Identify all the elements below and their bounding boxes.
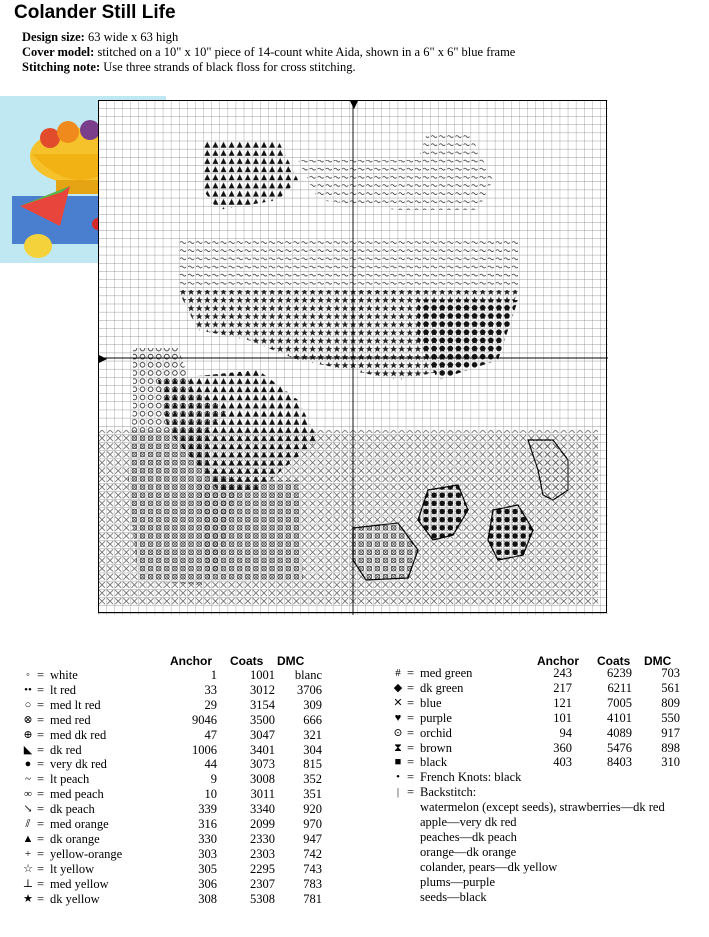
- anchor-number: 101: [553, 710, 572, 725]
- anchor-number: 339: [198, 802, 217, 817]
- backstitch-symbol: |: [396, 786, 400, 798]
- legend-row: [392, 726, 702, 741]
- legend-color-name: dk peach: [50, 802, 95, 817]
- anchor-number: 308: [198, 891, 217, 906]
- dmc-number: 781: [303, 891, 322, 906]
- anchor-number: 306: [198, 876, 217, 891]
- coats-number: 6239: [607, 666, 632, 680]
- coats-number: 3500: [250, 712, 275, 727]
- coats-number: 7005: [607, 695, 632, 710]
- legend-equals: =: [37, 742, 45, 757]
- legend-equals: =: [37, 861, 45, 876]
- legend-equals: =: [37, 891, 45, 906]
- legend-row: [22, 802, 322, 817]
- anchor-number: 316: [198, 817, 217, 831]
- legend-symbol: ⫽: [25, 818, 31, 830]
- anchor-number: 243: [553, 666, 572, 680]
- dmc-number: 947: [303, 831, 322, 846]
- dmc-number: 310: [661, 755, 680, 770]
- legend-row: [392, 696, 702, 711]
- dmc-number: 815: [303, 757, 322, 772]
- coats-number: 8403: [607, 755, 632, 770]
- legend-symbol: ◦: [26, 669, 30, 681]
- legend-row: [22, 757, 322, 772]
- design-info: [22, 30, 515, 75]
- legend-symbol: ■: [394, 756, 402, 769]
- legend-row: [22, 862, 322, 877]
- legend-row: [22, 743, 322, 758]
- anchor-number: 44: [204, 757, 217, 772]
- coats-number: 3012: [250, 682, 275, 697]
- anchor-number: 403: [553, 755, 572, 770]
- design-size: 63 wide x 63 high: [87, 30, 179, 44]
- legend-color-name: very dk red: [50, 757, 107, 772]
- dmc-number: 743: [303, 861, 322, 876]
- coats-number: 3047: [250, 727, 275, 742]
- legend-symbol: ⊗: [23, 713, 33, 726]
- backstitch-label: Backstitch:: [420, 785, 477, 799]
- legend-equals: =: [407, 740, 415, 755]
- legend-equals: =: [407, 755, 415, 770]
- legend-equals: =: [37, 712, 45, 727]
- legend-row: [22, 877, 322, 892]
- legend-color-name: white: [50, 668, 78, 682]
- coats-number: 1001: [250, 668, 275, 682]
- legend-color-name: black: [420, 755, 448, 770]
- backstitch-line: apple—very dk red: [420, 815, 517, 829]
- legend-equals: =: [37, 727, 45, 742]
- legend-color-name: brown: [420, 740, 452, 755]
- legend-symbol: ☆: [23, 862, 33, 875]
- coats-number: 5308: [250, 891, 275, 906]
- legend-symbol: ⧗: [394, 741, 402, 754]
- coats-number: 4101: [607, 710, 632, 725]
- anchor-number: 10: [204, 787, 217, 802]
- french-knots-text: French Knots: black: [420, 770, 522, 784]
- legend-color-name: lt peach: [50, 772, 90, 787]
- backstitch-line: orange—dk orange: [420, 845, 517, 859]
- dmc-number: 783: [303, 876, 322, 891]
- anchor-number: 29: [204, 697, 217, 712]
- legend-symbol: ◆: [393, 681, 403, 694]
- legend-symbol: ▲: [22, 832, 34, 845]
- legend-color-name: med red: [50, 712, 91, 727]
- coats-number: 3340: [250, 802, 275, 817]
- backstitch-line: seeds—black: [420, 890, 487, 904]
- legend-equals: =: [37, 846, 45, 861]
- legend-symbol: ◣: [23, 743, 33, 756]
- cover-model: stitched on a 10" x 10" piece of 14-count white Aida, shown in a 6" x 6" blue frame: [97, 45, 516, 59]
- legend-color-name: med dk red: [50, 727, 107, 742]
- legend-symbol: ⊙: [393, 726, 403, 739]
- legend-equals: =: [37, 831, 45, 846]
- legend-color-name: dk yellow: [50, 891, 100, 906]
- legend-equals: =: [37, 682, 45, 697]
- legend-symbol: ♥: [394, 711, 402, 724]
- backstitch-line: colander, pears—dk yellow: [420, 860, 558, 874]
- cover-model-label: Cover model:: [22, 45, 95, 59]
- legend-row: [392, 666, 702, 681]
- legend-row: [22, 892, 322, 907]
- backstitch-line: watermelon (except seeds), strawberries—dk red: [420, 800, 665, 814]
- legend-color-name: med yellow: [50, 876, 109, 891]
- anchor-number: 305: [198, 861, 217, 876]
- dmc-number: blanc: [294, 668, 322, 682]
- legend-row: [22, 817, 322, 832]
- stitching-note-label: Stitching note:: [22, 60, 101, 74]
- legend-symbol: ★: [23, 892, 33, 905]
- legend-symbol: ~: [25, 773, 31, 786]
- french-knot-symbol: •: [396, 771, 400, 783]
- legend-row: [22, 728, 322, 743]
- legend-row: [22, 668, 322, 683]
- coats-number: 3073: [250, 757, 275, 772]
- legend-color-name: dk orange: [50, 831, 100, 846]
- legend-color-name: med orange: [50, 817, 109, 831]
- legend-equals: =: [37, 697, 45, 712]
- legend-row: [22, 713, 322, 728]
- legend-equals: =: [37, 668, 45, 682]
- legend-equals: =: [37, 802, 45, 817]
- anchor-number: 217: [553, 680, 572, 695]
- dmc-number: 3706: [297, 682, 322, 697]
- legend-symbol: ⊕: [23, 728, 33, 741]
- dmc-number: 917: [661, 725, 680, 740]
- page-title: Colander Still Life: [14, 2, 176, 23]
- coats-number: 2303: [250, 846, 275, 861]
- legend-row: [392, 711, 702, 726]
- legend-row: [22, 847, 322, 862]
- coats-number: 2295: [250, 861, 275, 876]
- legend-symbol: ⊥: [22, 877, 34, 890]
- legend-symbol: #: [395, 667, 401, 679]
- dmc-number: 666: [303, 712, 322, 727]
- legend-row: [392, 755, 702, 770]
- legend-color-name: med green: [420, 666, 473, 680]
- legend-symbol: ○: [24, 698, 32, 711]
- anchor-number: 1006: [192, 742, 217, 757]
- anchor-number: 9046: [192, 712, 217, 727]
- legend-right-dmc-header: DMC: [644, 654, 672, 668]
- dmc-number: 742: [303, 846, 322, 861]
- coats-number: 5476: [607, 740, 632, 755]
- legend-row: [392, 741, 702, 756]
- dmc-number: 304: [303, 742, 322, 757]
- legend-row: [22, 772, 322, 787]
- anchor-number: 9: [210, 772, 217, 787]
- coats-number: 4089: [607, 725, 632, 740]
- legend-color-name: blue: [420, 695, 442, 710]
- legend-equals: =: [37, 757, 45, 772]
- legend-equals: =: [37, 772, 45, 787]
- legend-equals: =: [407, 680, 415, 695]
- legend-color-name: lt red: [50, 682, 77, 697]
- legend-color-name: purple: [420, 710, 452, 725]
- legend-color-name: dk red: [50, 742, 82, 757]
- legend-right-coats-header: Coats: [597, 654, 631, 668]
- dmc-number: 352: [303, 772, 322, 787]
- center-marker-top: [350, 101, 358, 109]
- center-marker-left: [99, 355, 107, 363]
- legend-equals: =: [37, 817, 45, 831]
- legend-symbol: ∞: [24, 788, 32, 801]
- legend-row: [392, 681, 702, 696]
- legend-equals: =: [37, 876, 45, 891]
- coats-number: 3008: [250, 772, 275, 787]
- legend-symbol: ••: [24, 683, 32, 696]
- anchor-number: 360: [553, 740, 572, 755]
- dmc-number: 550: [661, 710, 680, 725]
- dmc-number: 703: [661, 666, 680, 680]
- legend-symbol: +: [24, 847, 32, 860]
- legend-equals: =: [407, 695, 415, 710]
- coats-number: 2330: [250, 831, 275, 846]
- dmc-number: 920: [303, 802, 322, 817]
- dmc-number: 321: [303, 727, 322, 742]
- legend-row: [22, 698, 322, 713]
- legend-row: [22, 787, 322, 802]
- legend-color-name: dk green: [420, 680, 464, 695]
- legend-equals: =: [407, 710, 415, 725]
- dmc-number: 970: [303, 817, 322, 831]
- french-knots-row: • = French Knots: black: [392, 770, 692, 785]
- legend-row: [22, 832, 322, 847]
- backstitch-row: | = Backstitch:: [392, 785, 692, 800]
- legend-color-name: orchid: [420, 725, 452, 740]
- stitching-note: Use three strands of black floss for cross stitching.: [103, 60, 356, 74]
- legend-left-anchor-header: Anchor: [170, 654, 212, 668]
- legend-symbol: ✕: [393, 696, 403, 709]
- dmc-number: 561: [661, 680, 680, 695]
- anchor-number: 33: [204, 682, 217, 697]
- legend-symbol: ↘: [23, 803, 33, 816]
- anchor-number: 330: [198, 831, 217, 846]
- dmc-number: 898: [661, 740, 680, 755]
- legend-equals: =: [407, 725, 415, 740]
- dmc-number: 309: [303, 697, 322, 712]
- legend-equals: =: [407, 666, 415, 680]
- anchor-number: 303: [198, 846, 217, 861]
- design-size-label: Design size:: [22, 30, 85, 44]
- coats-number: 2099: [250, 817, 275, 831]
- legend-equals: =: [37, 787, 45, 802]
- anchor-number: 121: [553, 695, 572, 710]
- legend-row: [22, 683, 322, 698]
- chart-border: [98, 100, 607, 613]
- legend-left-dmc-header: DMC: [277, 654, 305, 668]
- dmc-number: 809: [661, 695, 680, 710]
- legend-color-name: yellow-orange: [50, 846, 123, 861]
- legend-right-anchor-header: Anchor: [537, 654, 579, 668]
- coats-number: 6211: [607, 680, 632, 695]
- coats-number: 3401: [250, 742, 275, 757]
- legend-color-name: med lt red: [50, 697, 101, 712]
- legend-left-coats-header: Coats: [230, 654, 264, 668]
- coats-number: 3011: [250, 787, 275, 802]
- anchor-number: 47: [204, 727, 217, 742]
- legend-color-name: lt yellow: [50, 861, 95, 876]
- dmc-number: 351: [303, 787, 322, 802]
- backstitch-line: plums—purple: [420, 875, 495, 889]
- legend-symbol: ●: [24, 758, 32, 771]
- coats-number: 3154: [250, 697, 275, 712]
- legend-color-name: med peach: [50, 787, 104, 802]
- backstitch-line: peaches—dk peach: [420, 830, 517, 844]
- anchor-number: 1: [210, 668, 217, 682]
- anchor-number: 94: [559, 725, 572, 740]
- coats-number: 2307: [250, 876, 275, 891]
